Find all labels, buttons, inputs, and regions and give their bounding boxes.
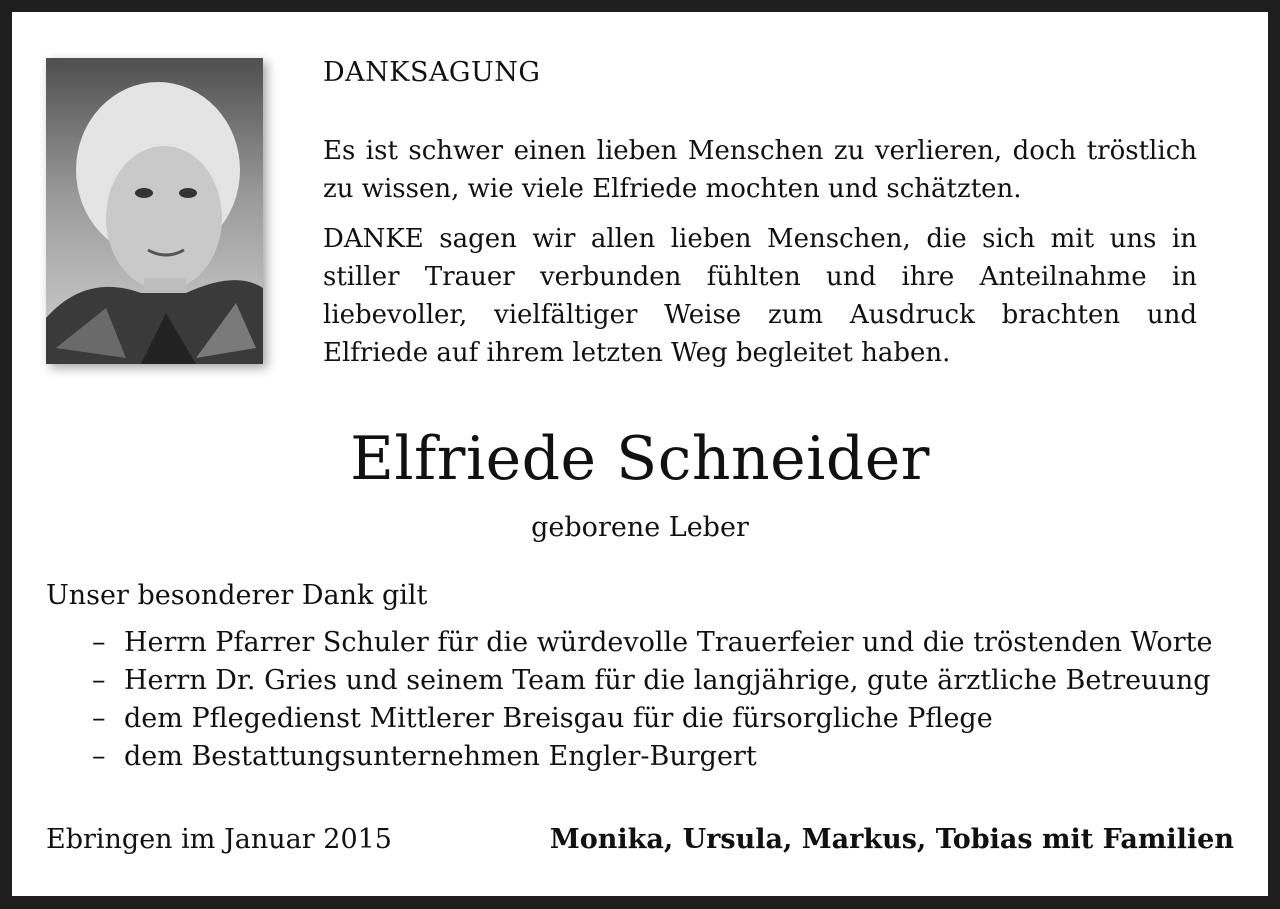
list-item-text: dem Pflegedienst Mittlerer Breisgau für die fürsorgliche Pflege — [124, 703, 993, 734]
list-dash: – — [92, 703, 106, 734]
list-item — [92, 624, 1212, 662]
thanks-intro: Unser besonderer Dank gilt — [46, 580, 428, 611]
intro-paragraph: Es ist schwer einen lieben Menschen zu verlieren, doch tröstlich zu wissen, wie viele Elfriede mochten und schätzten. — [323, 136, 1197, 204]
list-item-text: Herrn Dr. Gries und seinem Team für die langjährige, gute ärztliche Betreuung — [124, 665, 1211, 696]
notice-heading: DANKSAGUNG — [323, 57, 541, 88]
signature: Monika, Ursula, Markus, Tobias mit Familien — [549, 824, 1234, 855]
list-dash: – — [92, 627, 106, 658]
thanks-paragraph: DANKE sagen wir allen lieben Menschen, die sich mit uns in stiller Trauer verbunden fühlten und ihre Anteilnahme in liebevoller, vielfältiger Weise zum Ausdruck brachten und Elfriede auf ihrem letzten Weg begleitet haben. — [323, 224, 1197, 368]
list-item-text: dem Bestattungsunternehmen Engler-Burgert — [124, 741, 757, 772]
portrait-photo — [46, 58, 263, 364]
thanks-list — [92, 624, 1212, 776]
portrait-image — [46, 58, 263, 364]
list-item — [92, 662, 1212, 700]
maiden-name: geborene Leber — [531, 512, 749, 543]
obituary-card — [12, 12, 1268, 896]
list-item — [92, 700, 1212, 738]
place-date: Ebringen im Januar 2015 — [46, 824, 392, 855]
list-dash: – — [92, 741, 106, 772]
list-dash: – — [92, 665, 106, 696]
deceased-name: Elfriede Schneider — [350, 424, 930, 494]
list-item-text: Herrn Pfarrer Schuler für die würdevolle Trauerfeier und die tröstenden Worte — [124, 627, 1213, 658]
list-item — [92, 738, 1212, 776]
